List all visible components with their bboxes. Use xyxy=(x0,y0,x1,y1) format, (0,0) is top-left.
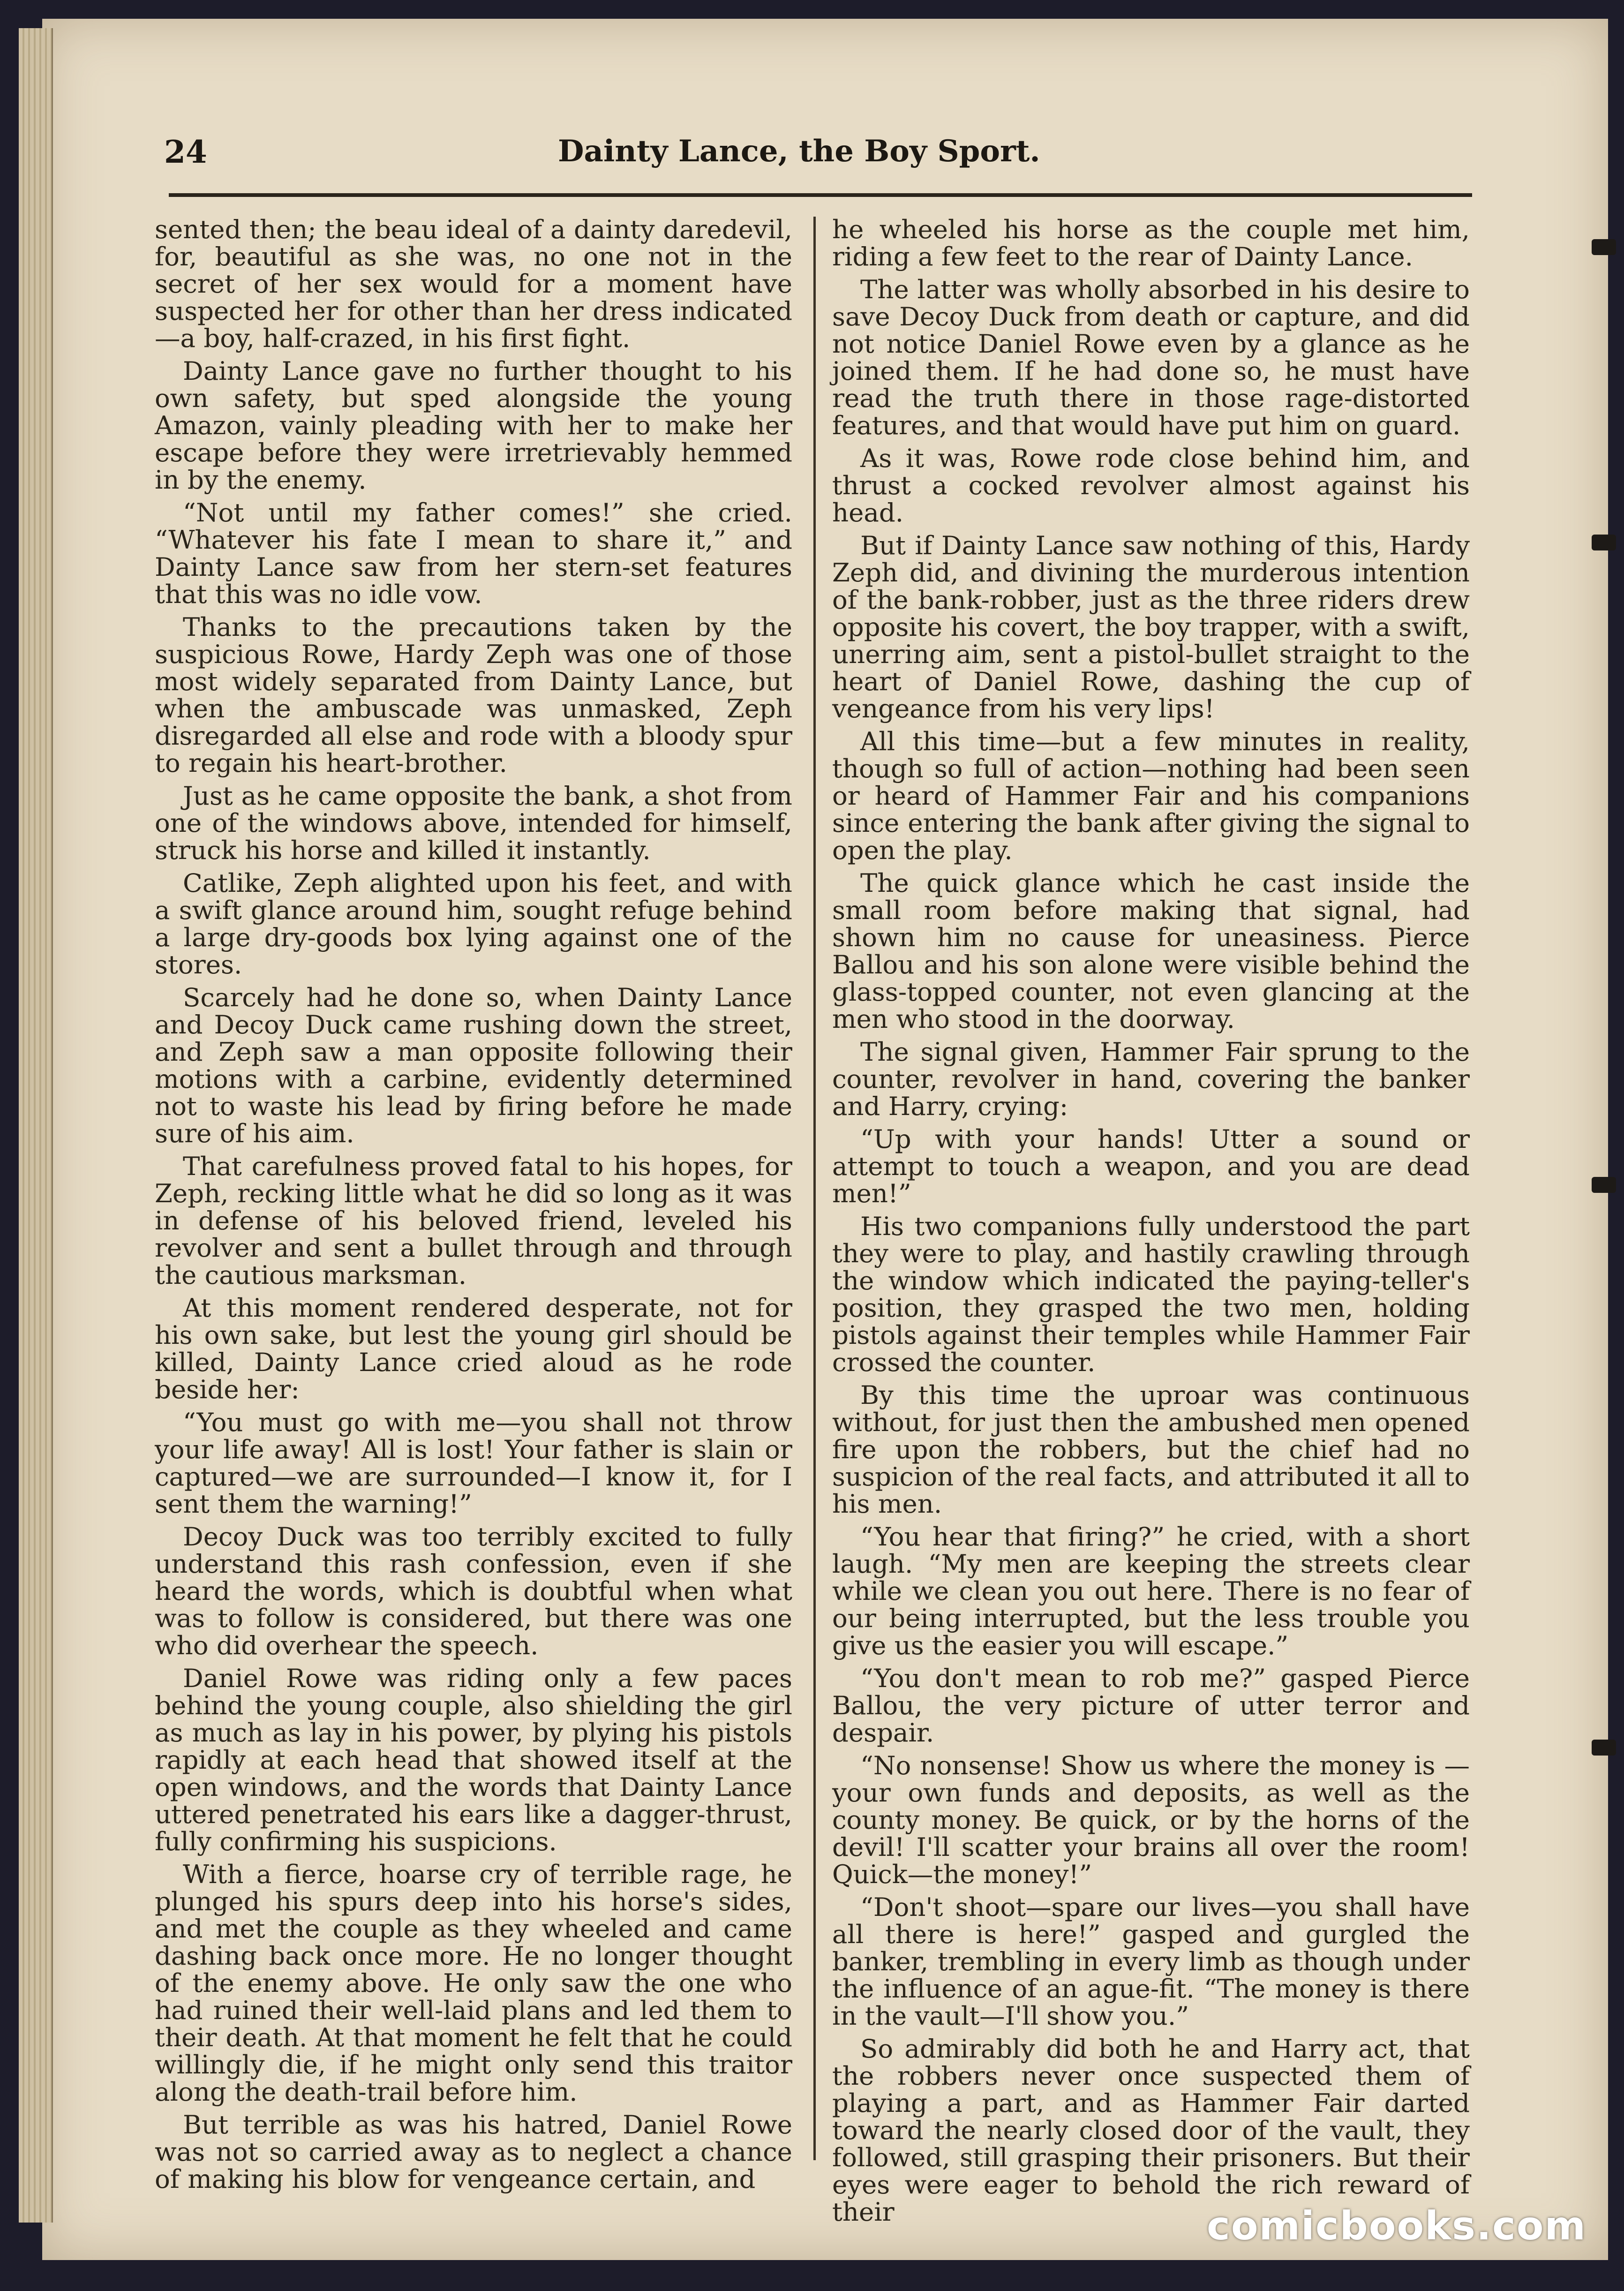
paragraph: The quick glance which he cast inside the small room before making that signal, had shown him no cause for uneasiness. Pierce Ballou and his son alone were visible behind the glass-topped counter, not even glancing at the men who stood in the doorway. xyxy=(832,868,1470,1034)
page-number: 24 xyxy=(164,134,207,170)
paragraph: At this moment rendered desperate, not for his own sake, but lest the young girl should be killed, Dainty Lance cried aloud as he rode beside her: xyxy=(155,1293,792,1404)
paragraph: Scarcely had he done so, when Dainty Lance and Decoy Duck came rushing down the street, and Zeph saw a man opposite following their motions with a carbine, evidently determined not to waste his lead by firing before he made sure of his aim. xyxy=(155,982,792,1148)
page-edges xyxy=(19,28,53,2223)
binding-staple-mark xyxy=(1592,1177,1616,1193)
paragraph: As it was, Rowe rode close behind him, and thrust a cocked revolver almost against his head. xyxy=(832,443,1470,528)
paragraph: So admirably did both he and Harry act, that the robbers never once suspected them of playing a part, and as Hammer Fair darted toward the nearly closed door of the vault, they followed, still grasping their prisoners. But their eyes were eager to behold the rich reward of their xyxy=(832,2034,1470,2227)
paragraph: That carefulness proved fatal to his hopes, for Zeph, recking little what he did so long as it was in defense of his beloved friend, leveled his revolver and sent a bullet through and through the cautious marksman. xyxy=(155,1151,792,1290)
paragraph: Dainty Lance gave no further thought to his own safety, but sped alongside the young Amazon, vainly pleading with her to make her escape before they were irretrievably hemmed in by the enemy. xyxy=(155,356,792,495)
binding-staple-mark xyxy=(1592,239,1616,255)
paragraph: “Up with your hands! Utter a sound or attempt to touch a weapon, and you are dead men!” xyxy=(832,1124,1470,1208)
paragraph: All this time—but a few minutes in reality, though so full of action—nothing had been seen or heard of Hammer Fair and his companions since entering the bank after giving the signal to open the play. xyxy=(832,726,1470,865)
paragraph: Catlike, Zeph alighted upon his feet, and with a swift glance around him, sought refuge behind a large dry-goods box lying against one of the stores. xyxy=(155,868,792,980)
paragraph: he wheeled his horse as the couple met him, riding a few feet to the rear of Dainty Lance. xyxy=(832,214,1470,271)
paragraph: Daniel Rowe was riding only a few paces behind the young couple, also shielding the girl as much as lay in his power, by plying his pistols rapidly at each head that showed itself at the open windows, and the words that Dainty Lance uttered penetrated his ears like a dagger-thrust, fully confirming his suspicions. xyxy=(155,1663,792,1856)
paragraph: The signal given, Hammer Fair sprung to the counter, revolver in hand, covering the banker and Harry, crying: xyxy=(832,1037,1470,1121)
paragraph: “No nonsense! Show us where the money is —your own funds and deposits, as well as the county money. Be quick, or by the horns of the devil! I'll scatter your brains all over the room! Quick—the money!” xyxy=(832,1750,1470,1889)
paragraph: But terrible as was his hatred, Daniel Rowe was not so carried away as to neglect a chance of making his blow for vengeance certain, and xyxy=(155,2110,792,2194)
paragraph: “Don't shoot—spare our lives—you shall have all there is here!” gasped and gurgled the banker, trembling in every limb as though under the influence of an ague-fit. “The money is there in the vault—I'll show you.” xyxy=(832,1892,1470,2031)
watermark: comicbooks.com xyxy=(1207,2203,1586,2249)
paragraph: “Not until my father comes!” she cried. “Whatever his fate I mean to share it,” and Dainty Lance saw from her stern-set features that this was no idle vow. xyxy=(155,497,792,609)
paragraph: sented then; the beau ideal of a dainty daredevil, for, beautiful as she was, no one not in the secret of her sex would for a moment have suspected her for other than her dress indicated—a boy, half-crazed, in his first fight. xyxy=(155,214,792,353)
paragraph: His two companions fully understood the part they were to play, and hastily crawling through the window which indicated the paying-teller's position, they grasped the two men, holding pistols against their temples while Hammer Fair crossed the counter. xyxy=(832,1211,1470,1377)
binding-staple-mark xyxy=(1592,1740,1616,1756)
paragraph: With a fierce, hoarse cry of terrible rage, he plunged his spurs deep into his horse's sides, and met the couple as they wheeled and came dashing back once more. He no longer thought of the enemy above. He only saw the one who had ruined their well-laid plans and led them to their death. At that moment he felt that he could willingly die, if he might only send this traitor along the death-trail before him. xyxy=(155,1859,792,2107)
column-rule xyxy=(813,217,816,2160)
left-column xyxy=(155,214,792,2194)
paragraph: Thanks to the precautions taken by the suspicious Rowe, Hardy Zeph was one of those most widely separated from Dainty Lance, but when the ambuscade was unmasked, Zeph disregarded all else and rode with a bloody spur to regain his heart-brother. xyxy=(155,612,792,778)
right-column xyxy=(832,214,1470,2227)
page-header xyxy=(164,134,1472,185)
paragraph: “You don't mean to rob me?” gasped Pierce Ballou, the very picture of utter terror and despair. xyxy=(832,1663,1470,1748)
paragraph: “You must go with me—you shall not throw your life away! All is lost! Your father is slain or captured—we are surrounded—I know it, for I sent them the warning!” xyxy=(155,1407,792,1519)
paragraph: Just as he came opposite the bank, a shot from one of the windows above, intended for himself, struck his horse and killed it instantly. xyxy=(155,781,792,865)
paragraph: But if Dainty Lance saw nothing of this, Hardy Zeph did, and divining the murderous intention of the bank-robber, just as the three riders drew opposite his covert, the boy trapper, with a swift, unerring aim, sent a pistol-bullet straight to the heart of Daniel Rowe, dashing the cup of vengeance from his very lips! xyxy=(832,530,1470,723)
paragraph: By this time the uproar was continuous without, for just then the ambushed men opened fire upon the robbers, but the chief had no suspicion of the real facts, and attributed it all to his men. xyxy=(832,1380,1470,1519)
paragraph: Decoy Duck was too terribly excited to fully understand this rash confession, even if she heard the words, which is doubtful when what was to follow is considered, but there was one who did overhear the speech. xyxy=(155,1522,792,1660)
header-rule xyxy=(169,193,1472,197)
paragraph: “You hear that firing?” he cried, with a short laugh. “My men are keeping the streets clear while we clean you out here. There is no fear of our being interrupted, but the less trouble you give us the easier you will escape.” xyxy=(832,1522,1470,1660)
running-title: Dainty Lance, the Boy Sport. xyxy=(558,134,1040,169)
binding-staple-mark xyxy=(1592,535,1616,550)
paragraph: The latter was wholly absorbed in his desire to save Decoy Duck from death or capture, and did not notice Daniel Rowe even by a glance as he joined them. If he had done so, he must have read the truth there in those rage-distorted features, and that would have put him on guard. xyxy=(832,274,1470,440)
